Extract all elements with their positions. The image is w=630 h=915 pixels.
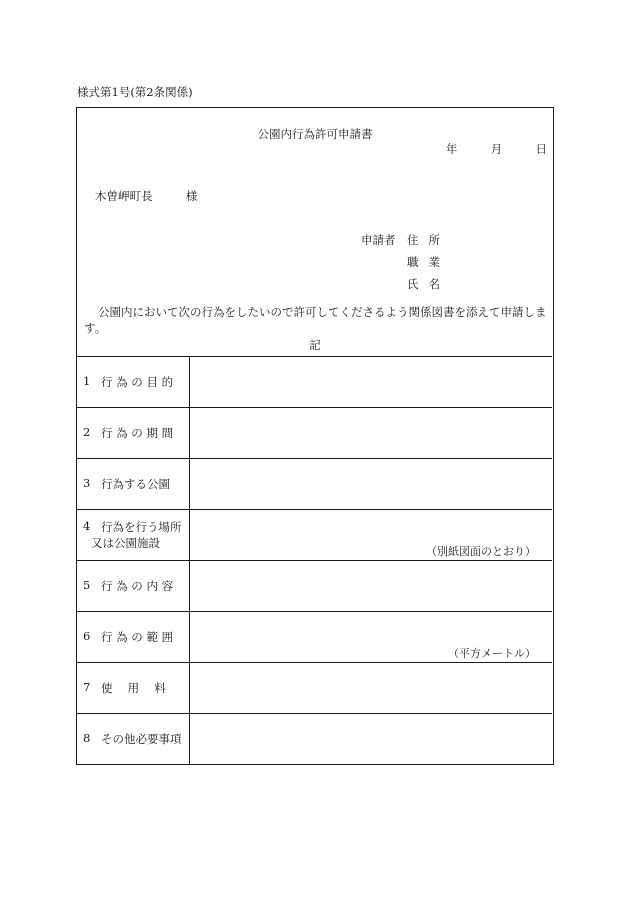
form-number-label: 様式第1号(第2条関係) [77, 85, 193, 99]
row-number: 5 [83, 578, 91, 592]
row-label-cell [77, 357, 190, 407]
row-number: 6 [83, 629, 91, 643]
applicant-name-field[interactable]: 氏名 [407, 277, 450, 291]
row-label: 行 為 の 期 間 [101, 426, 174, 440]
application-form-frame [76, 107, 554, 765]
application-items-table [77, 356, 552, 764]
row-label-cell [77, 459, 190, 509]
addressee-honorific: 様 [185, 189, 198, 203]
table-row [77, 611, 552, 662]
row-label-cell [77, 714, 190, 764]
row-label-cell [77, 561, 190, 611]
row-label-line2: 又は公園施設 [91, 536, 160, 550]
date-day-field[interactable]: 日 [535, 142, 547, 156]
form-title: 公園内行為許可申請書 [257, 127, 373, 141]
table-row [77, 356, 552, 407]
row-label-cell [77, 612, 190, 662]
row-number: 4 [83, 519, 91, 533]
row-label-cell [77, 663, 190, 713]
table-row [77, 509, 552, 560]
applicant-address-field[interactable]: 住所 [407, 233, 450, 247]
table-row [77, 713, 552, 764]
table-row [77, 560, 552, 611]
applicant-occupation-field[interactable]: 職業 [407, 255, 450, 269]
row-number: 7 [83, 680, 91, 694]
date-line [446, 141, 547, 157]
row-label: 行為する公園 [101, 477, 170, 491]
applicant-role-label: 申請者 [361, 233, 396, 247]
row-note: （別紙図面のとおり） [426, 545, 536, 558]
row-label: 行 為 の 範 囲 [101, 630, 174, 644]
row-number: 8 [83, 731, 91, 745]
row-number: 2 [83, 425, 91, 439]
row-label: 行 為 の 目 的 [101, 375, 174, 389]
table-row [77, 458, 552, 509]
row-label: 使 用 料 [101, 681, 166, 695]
application-statement: 公園内において次の行為をしたいので許可してくださるよう関係図書を添えて申請します。 [84, 305, 547, 335]
ki-heading: 記 [309, 338, 321, 352]
date-year-field[interactable]: 年 [445, 142, 458, 156]
row-note: （平方メートル） [448, 647, 536, 660]
date-month-field[interactable]: 月 [490, 142, 503, 156]
row-label: 行 為 の 内 容 [101, 579, 174, 593]
row-label: その他必要事項 [101, 732, 182, 746]
row-label-cell [77, 408, 190, 458]
row-number: 1 [83, 374, 91, 388]
row-label-cell [77, 510, 190, 560]
row-number: 3 [83, 476, 91, 490]
table-row [77, 407, 552, 458]
row-label: 行為を行う場所 [101, 520, 182, 534]
addressee-name: 木曽岬町長 [95, 189, 153, 203]
table-row [77, 662, 552, 713]
addressee [95, 188, 197, 204]
